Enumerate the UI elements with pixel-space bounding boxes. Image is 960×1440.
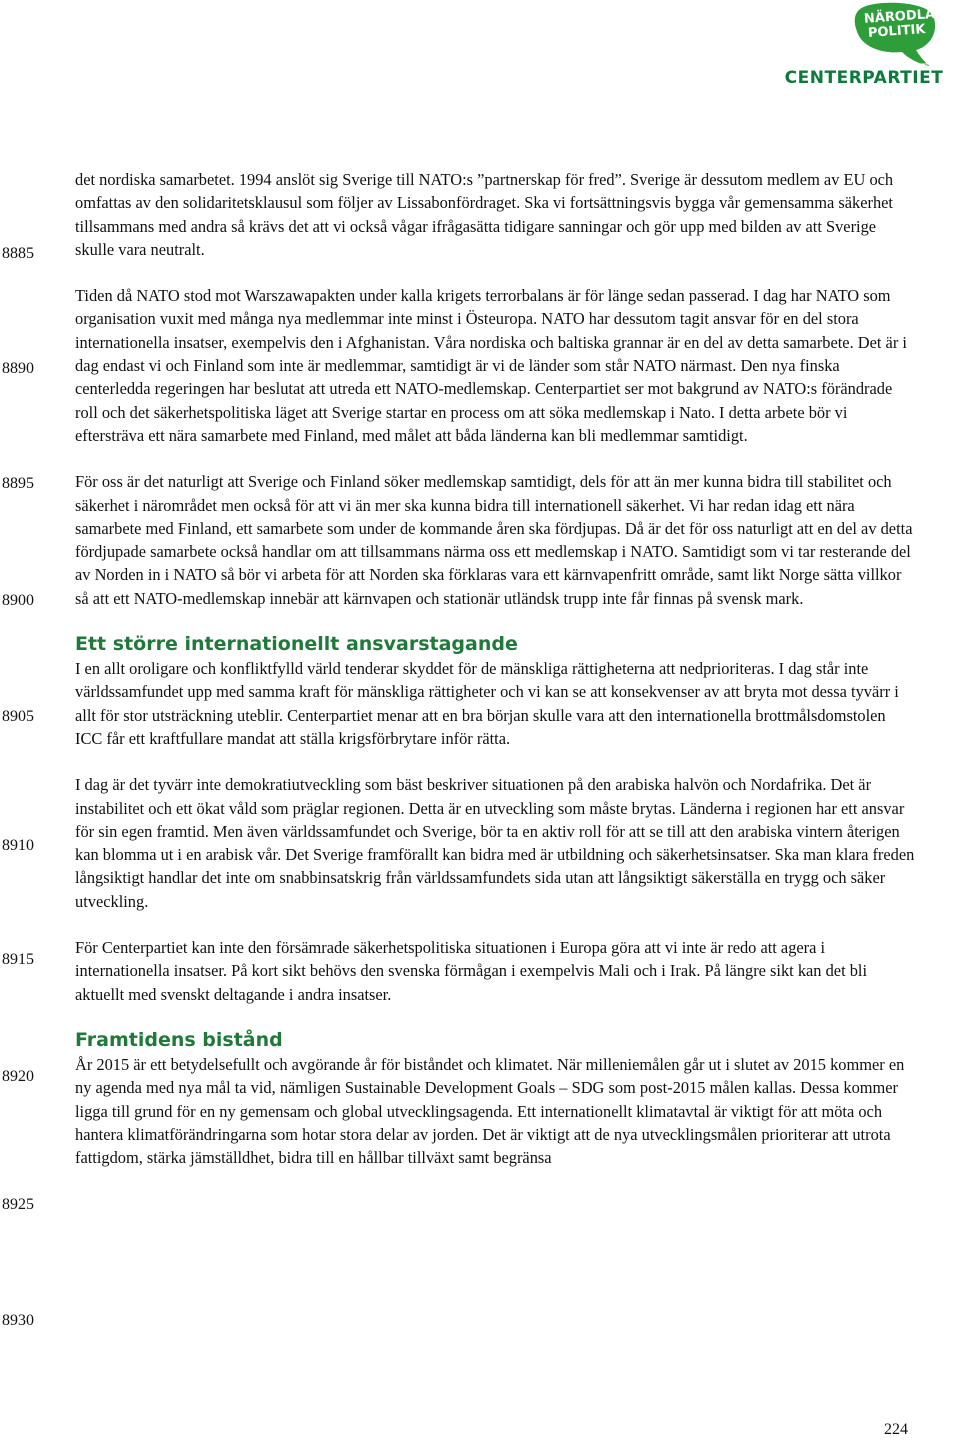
badge-line-1: NÄRODLAD xyxy=(863,6,947,27)
paragraph: Tiden då NATO stod mot Warszawapakten under kalla krigets terrorbalans är för länge sedan passerad. I dag har NATO som organisation vuxit med många nya medlemmar inte minst i Östeuropa. NATO har dessutom tagit ansvar för en del stora internationella insatser, exempelvis den i Afghanistan. Våra nordiska och baltiska grannar är en del av detta samarbete. Det är i dag endast vi och Finland som inte är medlemmar, samtidigt är vi de länder som står NATO närmast. Den nya finska centerledda regeringen har beslutat att utreda ett NATO-medlemskap. Centerpartiet ser mot bakgrund av NATO:s förändrade roll och det säkerhetspolitiska läget att Sverige startar en process om att söka medlemskap i Nato. I detta arbete bör vi eftersträva ett nära samarbete med Finland, med målet att båda länderna kan bli medlemmar samtidigt. xyxy=(75,286,907,445)
logo-wordmark: CENTERPARTIET xyxy=(784,68,944,88)
paragraph: För Centerpartiet kan inte den försämrade säkerhetspolitiska situationen i Europa göra att vi inte är redo att agera i internationella insatser. På kort sikt behövs den svenska förmågan i exempelvis Mali och i Irak. På längre sikt kan det bli aktuellt med svenskt deltagande i andra insatser. xyxy=(75,938,868,1004)
line-number: 8890 xyxy=(2,360,34,377)
centerpartiet-logo xyxy=(774,2,954,92)
paragraph: det nordiska samarbetet. 1994 anslöt sig Sverige till NATO:s ”partnerskap för fred”. Sverige är dessutom medlem av EU och omfattas av den solidaritetsklausul som följer av Lissabonfördraget. Ska vi fortsättningsvis bygga vår gemensamma säkerhet tillsammans med andra så krävs det att vi också vågar ifrågasätta tidigare sanningar och gör upp med bilden av att Sverige skulle vara neutralt. xyxy=(75,170,894,259)
document-body xyxy=(75,168,915,1192)
paragraph: I dag är det tyvärr inte demokratiutveckling som bäst beskriver situationen på den arabiska halvön och Nordafrika. Det är instabilitet och ett ökat våld som präglar regionen. Detta är en utveckling som måste brytas. Länderna i regionen har ett ansvar för sin egen framtid. Men även världssamfundet och Sverige, bör ta en aktiv roll för att se till att den arabiska vintern återigen kan blomma ut i en arabisk vår. Det Sverige framförallt kan bidra med är utbildning och säkerhetsinsatser. Ska man klara freden långsiktigt handlar det inte om snabbinsatskrig från världssamfundets sida utan att långsiktigt säkerställa en trygg och säker utveckling. xyxy=(75,775,915,911)
line-number: 8895 xyxy=(2,475,34,492)
paragraph: År 2015 är ett betydelsefullt och avgörande år för biståndet och klimatet. När milleniemålen går ut i slutet av 2015 kommer en ny agenda med nya mål ta vid, nämligen Sustainable Development Goals – SDG som post-2015 målen kallas. Dessa kommer ligga till grund för en ny gemensam och global utvecklingsagenda. Ett internationellt klimatavtal är viktigt för att möta och hantera klimatförändringarna som hotar stora delar av jorden. Det är viktigt att de nya utvecklingsmålen prioriterar att utrota fattigdom, stärka jämställdhet, bidra till en hållbar tillväxt samt begränsa xyxy=(75,1054,905,1168)
line-number: 8900 xyxy=(2,592,34,609)
line-number: 8905 xyxy=(2,708,34,725)
paragraph: För oss är det naturligt att Sverige och Finland söker medlemskap samtidigt, dels för att än mer kunna bidra till stabilitet och säkerhet i närområdet men också för att vi än mer ska kunna bidra till internationell säkerhet. Vi har redan idag ett nära samarbete med Finland, ett samarbete som under de kommande åren ska fördjupas. Då är det för oss naturligt att en del av detta fördjupade samarbete också handlar om att tillsammans närma oss ett medlemskap i NATO. Samtidigt som vi tar resterande del av Norden in i NATO så bör vi arbeta för att Norden ska förklaras vara ett kärnvapenfritt område, samt likt Norge sätta villkor så att ett NATO-medlemskap innebär att kärnvapen och stationär utländsk trupp inte får finnas på svensk mark. xyxy=(75,472,913,608)
page-number: 224 xyxy=(884,1421,908,1438)
line-number: 8925 xyxy=(2,1196,34,1213)
line-number: 8930 xyxy=(2,1312,34,1329)
line-number: 8920 xyxy=(2,1068,34,1085)
section-heading: Framtidens bistånd xyxy=(75,1028,283,1051)
line-number: 8910 xyxy=(2,837,34,854)
line-number: 8915 xyxy=(2,951,34,968)
section-heading: Ett större internationellt ansvarstagande xyxy=(75,633,518,656)
paragraph: I en allt oroligare och konfliktfylld värld tenderar skyddet för de mänskliga rättigheterna att nedprioriteras. I dag står inte världssamfundet upp med samma kraft för mänskliga rättigheter och vi kan se att konsekvenser av att bryta mot dessa tyvärr i allt för stor utsträckning uteblir. Centerpartiet menar att en bra början skulle vara att den internationella brottmålsdomstolen ICC får ett kraftfullare mandat att ställa krigsförbrytare inför rätta. xyxy=(75,659,899,748)
badge-line-2: POLITIK xyxy=(867,22,926,41)
line-number: 8885 xyxy=(2,245,34,262)
